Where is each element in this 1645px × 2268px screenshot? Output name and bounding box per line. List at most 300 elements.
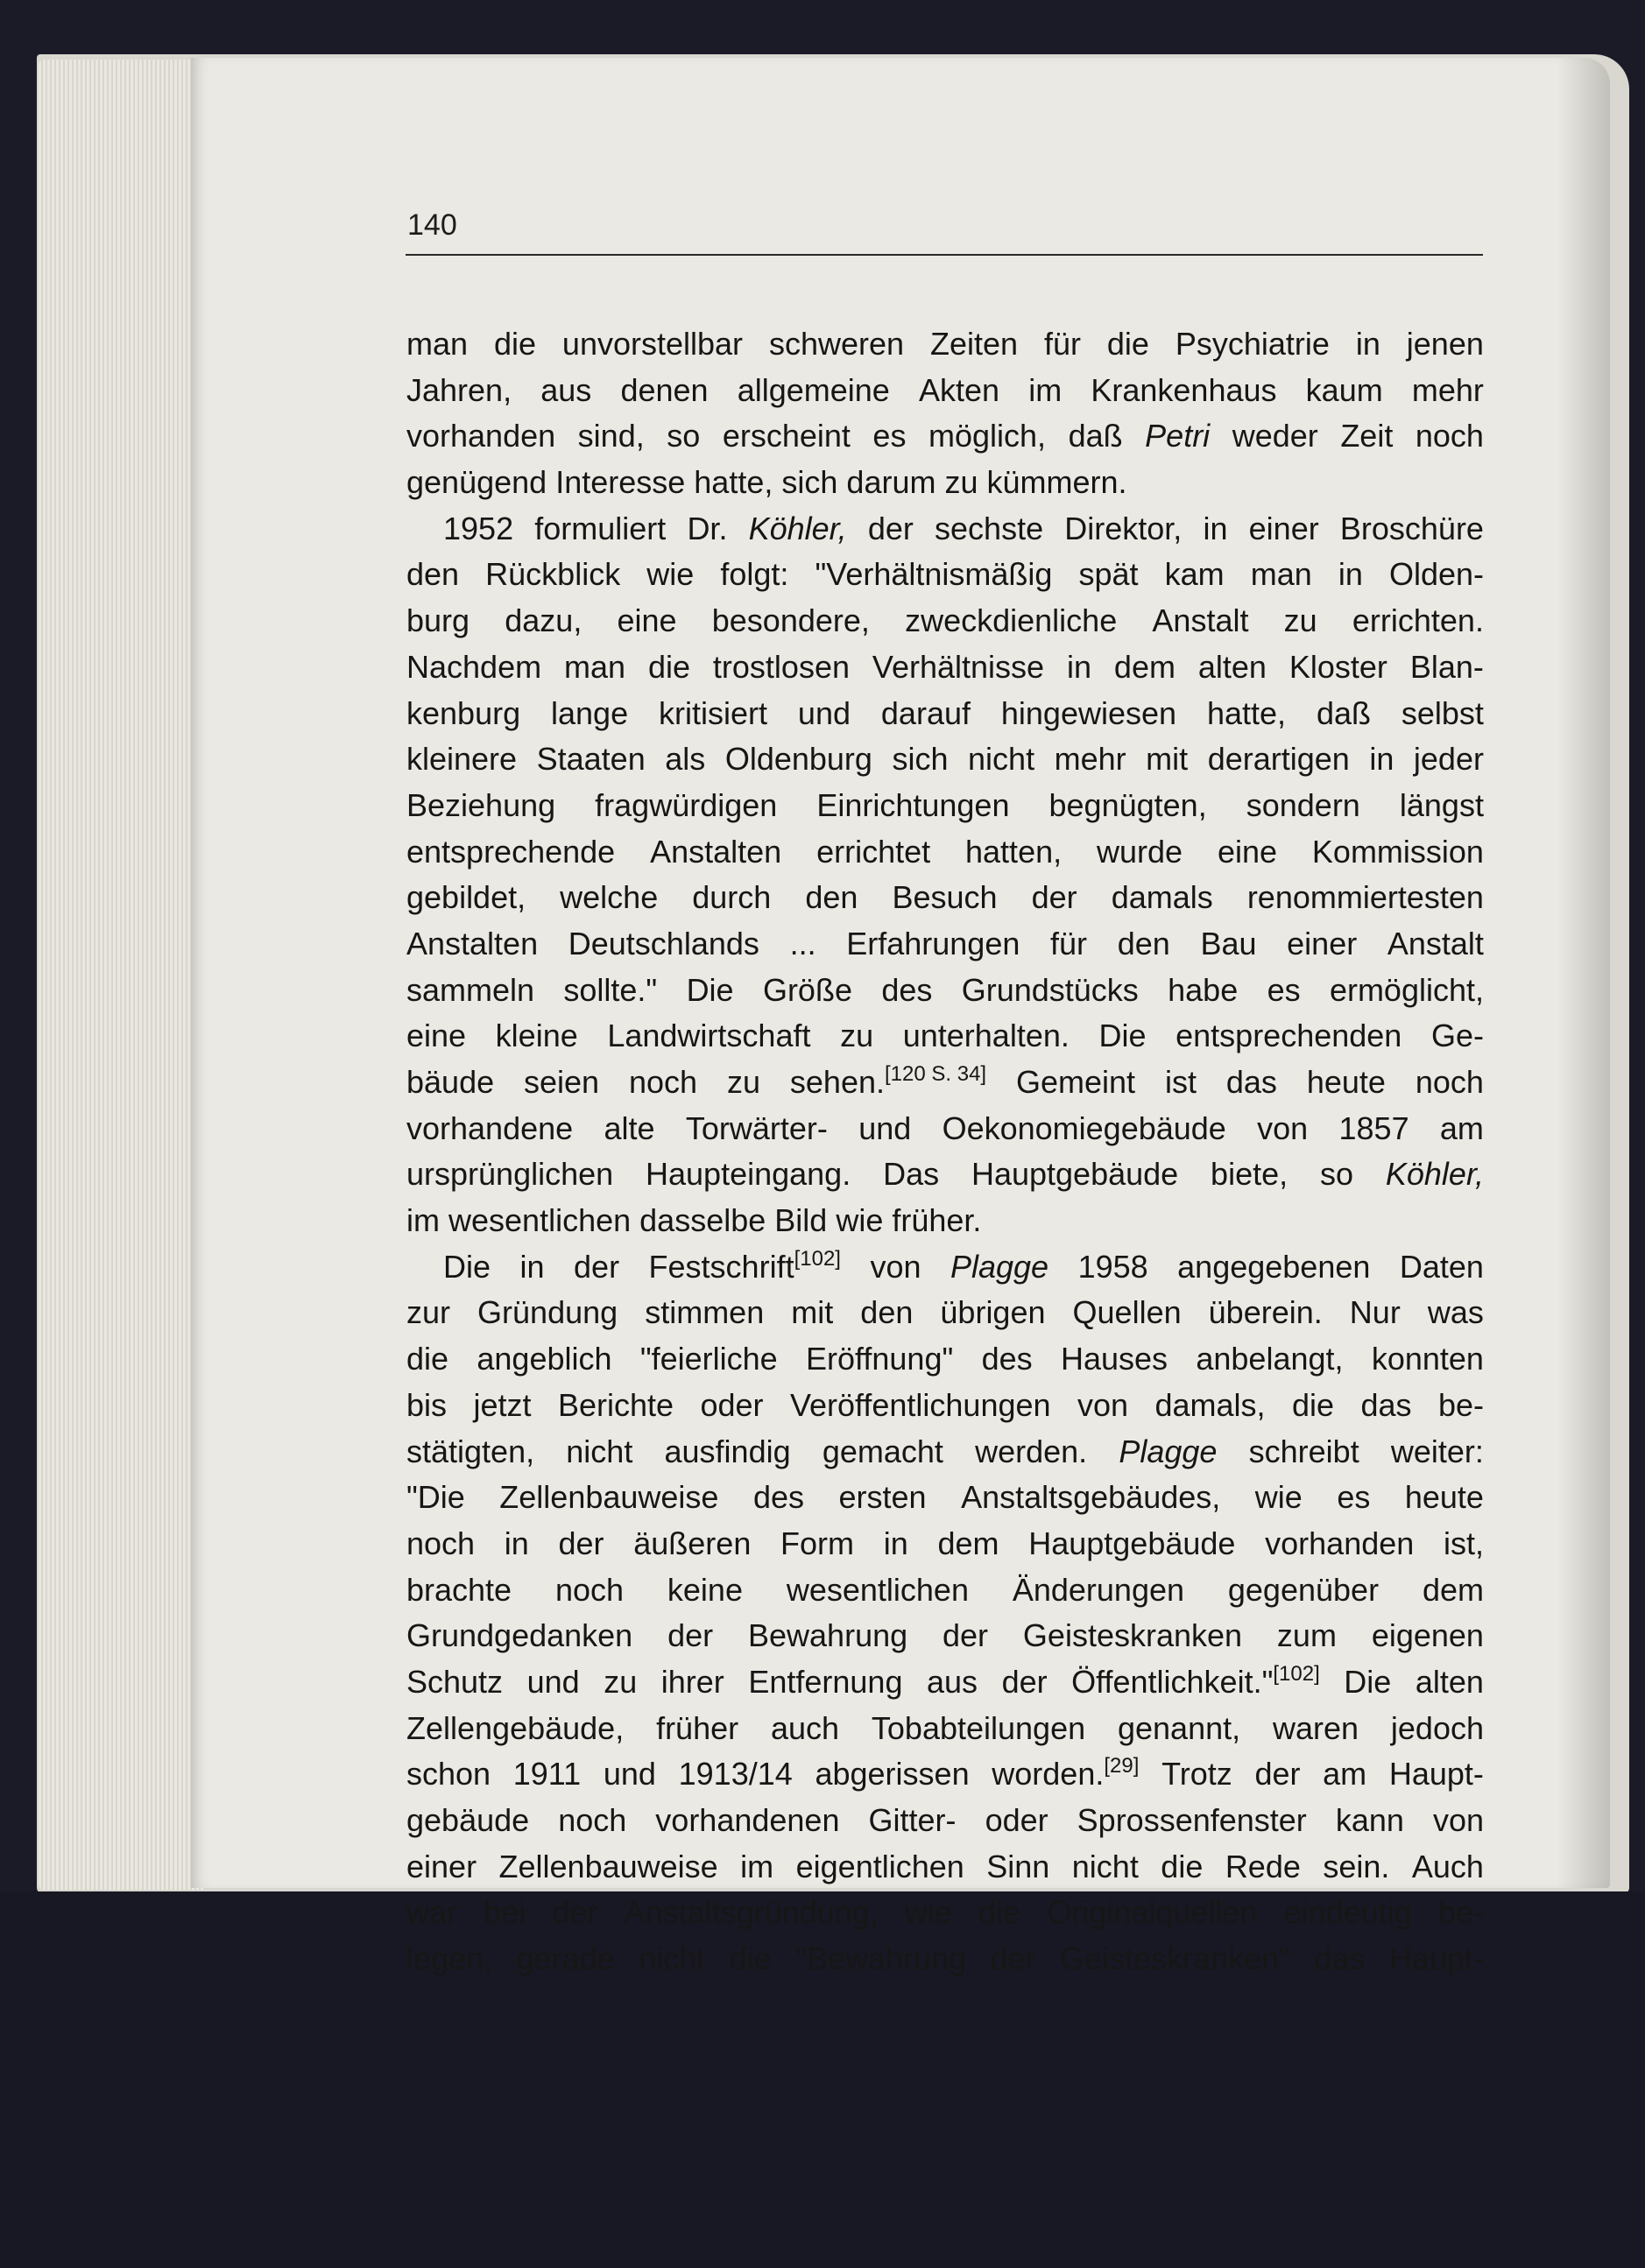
word: zweckdienliche	[905, 602, 1118, 639]
word: man	[564, 648, 626, 685]
word: auch	[770, 1709, 840, 1746]
word: und	[797, 694, 851, 731]
word: vorhanden	[406, 418, 556, 454]
word: 1958	[1077, 1248, 1148, 1285]
word: des	[881, 971, 933, 1008]
word: allgemeine	[737, 371, 890, 408]
word: Köhler,	[748, 510, 847, 546]
word: Bewahrung	[748, 1617, 908, 1654]
word: errichten.	[1352, 602, 1484, 639]
text-line	[406, 1479, 1484, 1525]
word: Die	[686, 971, 734, 1008]
word: zu	[944, 464, 978, 501]
text-line	[406, 511, 1484, 557]
word: schreibt	[1248, 1433, 1359, 1469]
word: Auch	[1411, 1848, 1484, 1884]
word: damals,	[1154, 1386, 1266, 1423]
word: konnten	[1371, 1341, 1484, 1377]
word: der	[1254, 1756, 1301, 1793]
word: Nachdem	[406, 648, 542, 685]
word: Eröffnung"	[806, 1341, 954, 1377]
word: Die	[1344, 1663, 1392, 1700]
word: mehr	[1411, 371, 1484, 408]
word: kritisiert	[659, 694, 768, 731]
word: vorhanden	[1265, 1525, 1415, 1561]
word: biete,	[1211, 1156, 1288, 1193]
word: ersten	[838, 1479, 927, 1516]
text-line	[406, 1661, 1484, 1710]
word: trostlosen	[712, 648, 850, 685]
word: genügend	[406, 464, 547, 501]
text-line	[406, 326, 1484, 372]
citation-reference: [29]	[1104, 1754, 1140, 1778]
word: begnügten,	[1048, 786, 1207, 823]
word: und	[603, 1756, 656, 1793]
word: sollte."	[563, 971, 658, 1008]
text-line	[406, 1294, 1484, 1341]
word: Deutschlands	[568, 925, 759, 961]
word: von	[870, 1248, 921, 1285]
text-line	[406, 1433, 1484, 1480]
word: so	[1319, 1156, 1354, 1193]
word: aus	[927, 1663, 978, 1700]
word: Anstalt	[1387, 925, 1484, 961]
word: Die	[443, 1248, 491, 1285]
word: alten	[1197, 648, 1267, 685]
word: waren	[1272, 1709, 1359, 1746]
word: und	[858, 1109, 912, 1146]
text-line	[406, 1018, 1484, 1064]
word: mehr	[1054, 741, 1126, 778]
word: Bild	[774, 1202, 828, 1239]
word: bäude	[406, 1064, 495, 1100]
word: keine	[667, 1571, 743, 1608]
word: Gemeint	[1016, 1064, 1136, 1100]
word: nicht	[1071, 1848, 1139, 1884]
word: Plagge	[1119, 1433, 1218, 1469]
word: in	[1369, 741, 1394, 778]
word: die	[1106, 326, 1149, 362]
word: die	[1291, 1386, 1335, 1423]
word: kaum	[1305, 371, 1383, 408]
word: Ge-	[1430, 1018, 1484, 1054]
word: Anstaltsgebäudes,	[961, 1479, 1221, 1516]
text-line	[406, 1202, 1484, 1249]
text-line	[406, 741, 1484, 787]
word: ist	[1164, 1064, 1197, 1100]
word: eine	[617, 602, 677, 639]
word: kenburg	[406, 694, 521, 731]
word: Interesse	[555, 464, 686, 501]
word: durch	[692, 879, 772, 916]
text-line	[406, 1246, 1484, 1295]
body-text	[406, 326, 1484, 1987]
word: den	[1117, 925, 1170, 961]
word: nicht	[566, 1433, 633, 1469]
word: Torwärter-	[685, 1109, 828, 1146]
word: sich	[892, 741, 949, 778]
word: Anstalt	[1152, 602, 1249, 639]
word: man	[1250, 556, 1312, 593]
word: schweren	[768, 326, 905, 362]
word: noch	[406, 1525, 476, 1561]
word: äußeren	[633, 1525, 752, 1561]
word: des	[752, 1479, 804, 1516]
word: habe	[1168, 971, 1239, 1008]
word: Oldenburg	[724, 741, 872, 778]
word: erscheint	[722, 418, 851, 454]
word: Änderungen	[1012, 1571, 1185, 1608]
word: Staaten	[536, 741, 646, 778]
word: stimmen	[645, 1294, 765, 1331]
word: Köhler,	[1385, 1156, 1484, 1193]
word: wesentlichen	[448, 1202, 632, 1239]
word: hatte,	[1206, 694, 1287, 731]
word: "feierliche	[639, 1341, 778, 1377]
word: jetzt	[473, 1386, 532, 1423]
word: Zellenbauweise	[498, 1848, 718, 1884]
word: kam	[1164, 556, 1225, 593]
word: eindeutig	[1283, 1894, 1412, 1931]
word: Erfahrungen	[846, 925, 1020, 961]
word: noch	[1415, 1064, 1484, 1100]
word: für	[1050, 925, 1088, 961]
word: ermöglicht,	[1329, 971, 1484, 1008]
word: weiter:	[1390, 1433, 1484, 1469]
text-line	[406, 372, 1484, 419]
word: Plagge	[950, 1248, 1049, 1285]
word: überein.	[1208, 1294, 1323, 1331]
word: werden.	[975, 1433, 1088, 1469]
word: Broschüre	[1339, 510, 1484, 546]
word: früher.	[892, 1202, 982, 1239]
word: Berichte	[557, 1386, 674, 1423]
word: 1913/14	[678, 1756, 793, 1793]
citation-reference: [120 S. 34]	[885, 1062, 987, 1086]
word: Haupt-	[1388, 1756, 1484, 1793]
page-number: 140	[407, 208, 457, 242]
word: hatte,	[694, 464, 773, 501]
word: in	[504, 1525, 529, 1561]
word: weder	[1232, 418, 1318, 454]
word: Sprossenfenster	[1077, 1802, 1307, 1838]
word: Jahren,	[406, 371, 512, 408]
word: nicht	[639, 1940, 706, 1977]
word: Grundstücks	[961, 971, 1139, 1008]
word: dasselbe	[639, 1202, 766, 1239]
word: Festschrift[102]	[648, 1246, 841, 1285]
word: es	[1267, 971, 1301, 1008]
word: kleinere	[406, 741, 518, 778]
word: Direktor,	[1064, 510, 1183, 546]
word: jeder	[1413, 741, 1484, 778]
word: besondere,	[711, 602, 870, 639]
word: eigenen	[1371, 1617, 1484, 1654]
word: entsprechenden	[1176, 1018, 1402, 1054]
word: Schutz	[406, 1663, 504, 1700]
word: der	[574, 1248, 620, 1285]
word: zu	[1283, 602, 1317, 639]
word: wie	[646, 556, 695, 593]
word: Anstalten	[406, 925, 539, 961]
word: be-	[1437, 1386, 1484, 1423]
text-line	[406, 1756, 1484, 1802]
text-line	[406, 1341, 1484, 1387]
word: eigentlichen	[795, 1848, 964, 1884]
word: Einrichtungen	[816, 786, 1010, 823]
word: die	[729, 1940, 772, 1977]
word: Quellen	[1072, 1294, 1182, 1331]
word: den	[805, 879, 858, 916]
word: unvorstellbar	[561, 326, 744, 362]
text-line	[406, 1525, 1484, 1572]
word: Beziehung	[406, 786, 556, 823]
word: Besuch	[892, 879, 998, 916]
word: Öffentlichkeit."[102]	[1071, 1661, 1320, 1700]
word: hatten,	[965, 833, 1063, 870]
word: spät	[1078, 556, 1139, 593]
word: Blan-	[1409, 648, 1484, 685]
word: sammeln	[406, 971, 535, 1008]
word: hingewiesen	[1000, 694, 1177, 731]
text-line	[406, 1617, 1484, 1664]
word: dem	[1113, 648, 1176, 685]
word: vorhandenen	[655, 1802, 840, 1838]
word: oder	[985, 1802, 1048, 1838]
word: sein.	[1323, 1848, 1390, 1884]
word: Daten	[1399, 1248, 1484, 1285]
word: Hauptgebäude	[971, 1156, 1179, 1193]
word: bis	[406, 1386, 448, 1423]
word: die	[493, 326, 536, 362]
word: Gitter-	[868, 1802, 957, 1838]
word: be-	[1437, 1894, 1484, 1931]
word: im	[740, 1848, 774, 1884]
text-line	[406, 834, 1484, 880]
word: gebildet,	[406, 879, 526, 916]
text-line	[406, 1940, 1484, 1987]
word: die	[406, 1341, 449, 1377]
word: möglich,	[928, 418, 1047, 454]
word: genannt,	[1117, 1709, 1241, 1746]
page-edges	[39, 60, 205, 1890]
word: Das	[883, 1156, 940, 1193]
citation-reference: [102]	[794, 1246, 841, 1271]
word: darauf	[880, 694, 971, 731]
word: jedoch	[1390, 1709, 1484, 1746]
word: bei	[484, 1894, 526, 1931]
word: eine	[406, 1018, 467, 1054]
word: welche	[560, 879, 659, 916]
word: heute	[1404, 1479, 1484, 1516]
word: renommiertesten	[1246, 879, 1484, 916]
word: übrigen	[940, 1294, 1046, 1331]
word: Hauptgebäude	[1028, 1525, 1236, 1561]
word: so	[667, 418, 701, 454]
word: Haupt-	[1388, 1940, 1484, 1977]
word: zu	[604, 1663, 638, 1700]
word: des	[981, 1341, 1033, 1377]
word: wie	[1254, 1479, 1303, 1516]
word: unterhalten.	[902, 1018, 1070, 1054]
text-line	[406, 1849, 1484, 1895]
word: formuliert	[534, 510, 667, 546]
word: dem	[937, 1525, 999, 1561]
word: es	[872, 418, 907, 454]
word: derartigen	[1207, 741, 1350, 778]
word: Originalquellen	[1047, 1894, 1258, 1931]
word: Die	[1098, 1018, 1147, 1054]
word: der	[667, 1617, 714, 1654]
word: folgt:	[720, 556, 789, 593]
text-line	[406, 649, 1484, 695]
text-line	[406, 787, 1484, 834]
word: und	[526, 1663, 580, 1700]
word: Dr.	[687, 510, 728, 546]
word: Tobabteilungen	[871, 1709, 1086, 1746]
word: Geisteskranken"	[1060, 1940, 1290, 1977]
word: von	[1077, 1386, 1129, 1423]
word: jenen	[1406, 326, 1484, 362]
word: worden.[29]	[992, 1754, 1140, 1793]
spine-shadow	[1557, 58, 1610, 1888]
word: Entfernung	[748, 1663, 903, 1700]
text-line	[406, 464, 1484, 511]
word: kleine	[495, 1018, 578, 1054]
word: wie	[836, 1202, 884, 1239]
text-line	[406, 1064, 1484, 1110]
word: errichtet	[816, 833, 931, 870]
word: denen	[620, 371, 709, 408]
word: zur	[406, 1294, 451, 1331]
word: Rückblick	[485, 556, 621, 593]
word: fragwürdigen	[595, 786, 778, 823]
word: noch	[1415, 418, 1484, 454]
word: Akten	[918, 371, 1000, 408]
word: "Bewahrung	[795, 1940, 967, 1977]
word: Zeit	[1340, 418, 1394, 454]
text-line	[406, 1110, 1484, 1157]
word: von	[1257, 1109, 1309, 1146]
text-line	[406, 1894, 1484, 1940]
word: angeblich	[477, 1341, 612, 1377]
word: stätigten,	[406, 1433, 535, 1469]
word: heute	[1306, 1064, 1386, 1100]
word: früher	[656, 1709, 739, 1746]
word: im	[406, 1202, 440, 1239]
word: die	[647, 648, 690, 685]
word: Kommission	[1311, 833, 1484, 870]
word: 1911	[512, 1756, 582, 1793]
word: Sinn	[986, 1848, 1050, 1884]
word: selbst	[1401, 694, 1484, 731]
word: wie	[904, 1894, 952, 1931]
word: schon	[406, 1756, 491, 1793]
word: einer	[1248, 510, 1319, 546]
word: der	[1031, 879, 1077, 916]
word: darum	[846, 464, 936, 501]
word: 1857	[1338, 1109, 1409, 1146]
word: 1952	[443, 510, 514, 546]
word: alte	[604, 1109, 655, 1146]
word: man	[406, 326, 469, 362]
text-line	[406, 926, 1484, 972]
word: ausfindig	[664, 1433, 791, 1469]
text-line	[406, 602, 1484, 649]
word: ursprünglichen	[406, 1156, 614, 1193]
word: sehen.[120 S. 34]	[789, 1062, 987, 1100]
word: in	[1066, 648, 1091, 685]
word: sondern	[1246, 786, 1360, 823]
word: noch	[558, 1802, 627, 1838]
word: Zellenbauweise	[499, 1479, 719, 1516]
word: Rede	[1225, 1848, 1301, 1884]
word: abgerissen	[815, 1756, 970, 1793]
word: der	[867, 510, 914, 546]
word: gerade	[516, 1940, 615, 1977]
word: nicht	[968, 741, 1035, 778]
word: der	[990, 1940, 1036, 1977]
word: zu	[726, 1064, 760, 1100]
word: einer	[1287, 925, 1358, 961]
word: dazu,	[505, 602, 582, 639]
word: ihrer	[660, 1663, 724, 1700]
word: Trotz	[1161, 1756, 1232, 1793]
word: Verhältnisse	[872, 648, 1045, 685]
word: legen,	[406, 1940, 493, 1977]
word: die	[1161, 1848, 1204, 1884]
word: burg	[406, 602, 470, 639]
word: Anstalten	[650, 833, 782, 870]
word: der	[558, 1525, 604, 1561]
word: gebäude	[406, 1802, 530, 1838]
word: seien	[524, 1064, 600, 1100]
word: Zeiten	[929, 326, 1019, 362]
word: Kloster	[1288, 648, 1387, 685]
text-line	[406, 1572, 1484, 1618]
word: zum	[1276, 1617, 1337, 1654]
word: gegenüber	[1227, 1571, 1380, 1608]
word: "Die	[406, 1479, 465, 1516]
word: Bau	[1200, 925, 1257, 961]
word: anbelangt,	[1196, 1341, 1344, 1377]
word: in	[1203, 510, 1228, 546]
word: Veröffentlichungen	[789, 1386, 1051, 1423]
word: in	[1355, 326, 1380, 362]
word: als	[665, 741, 706, 778]
text-line	[406, 556, 1484, 602]
word: in	[1338, 556, 1363, 593]
word: alten	[1415, 1663, 1484, 1700]
word: Landwirtschaft	[607, 1018, 811, 1054]
word: von	[1432, 1802, 1484, 1838]
word: ist,	[1443, 1525, 1484, 1561]
word: mit	[1146, 741, 1189, 778]
word: damals	[1111, 879, 1213, 916]
word: Grundgedanken	[406, 1617, 633, 1654]
text-line	[406, 1710, 1484, 1757]
word: eine	[1217, 833, 1278, 870]
word: in	[883, 1525, 908, 1561]
word: lange	[551, 694, 629, 731]
word: aus	[540, 371, 592, 408]
word: den	[406, 556, 460, 593]
word: war	[406, 1894, 458, 1931]
word: das	[1314, 1940, 1366, 1977]
text-line	[406, 1802, 1484, 1849]
word: zu	[840, 1018, 874, 1054]
word: für	[1043, 326, 1081, 362]
